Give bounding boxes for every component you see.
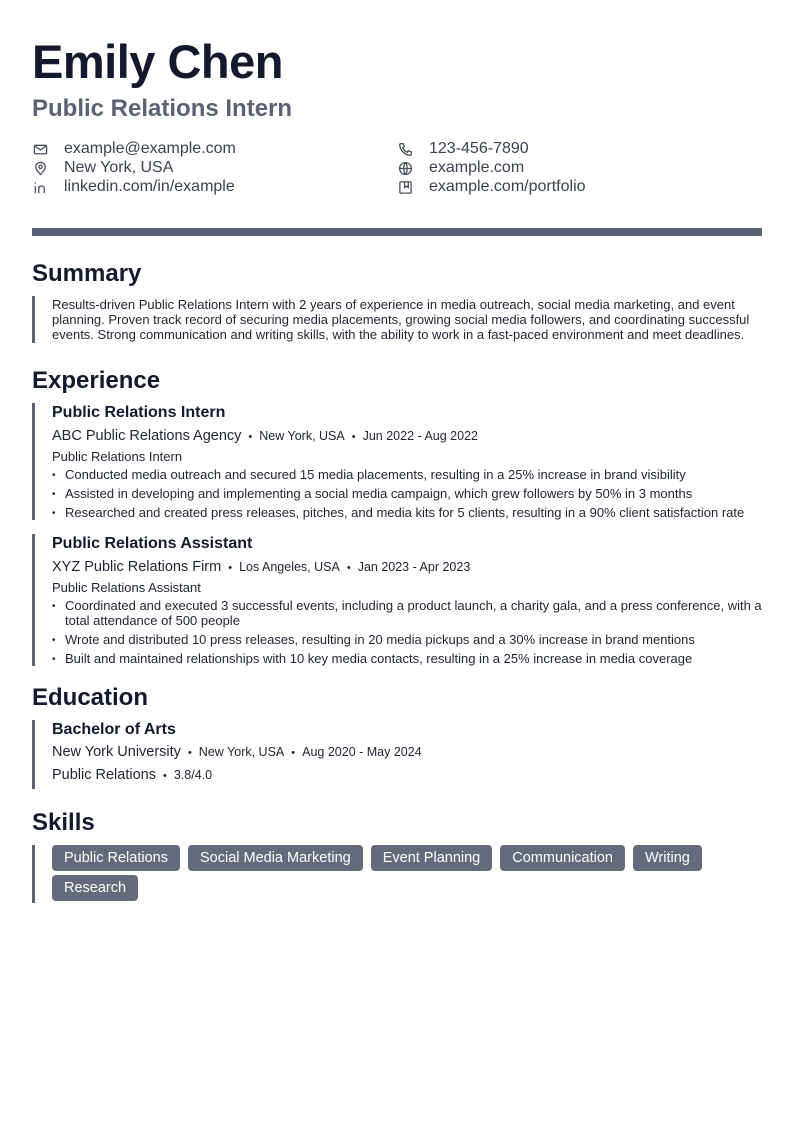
location-pin-icon — [32, 160, 48, 176]
education-heading: Education — [32, 684, 149, 711]
job-meta — [52, 426, 762, 446]
contact-location-text: New York, USA — [64, 159, 174, 176]
contact-email-text: example@example.com — [64, 140, 236, 157]
job-title: Public Relations Intern — [52, 404, 226, 421]
company-name: ABC Public Relations Agency — [52, 428, 242, 444]
separator-dot: • — [187, 747, 192, 759]
skill-chip: Research — [52, 875, 138, 901]
contact-list — [32, 140, 762, 196]
separator-dot: • — [351, 431, 356, 443]
company-name: XYZ Public Relations Firm — [52, 559, 222, 575]
skills-heading: Skills — [32, 809, 95, 836]
phone-icon — [397, 141, 413, 157]
contact-linkedin-text: linkedin.com/in/example — [64, 178, 235, 195]
skill-chip: Public Relations — [52, 845, 180, 871]
contact-linkedin[interactable] — [32, 178, 397, 196]
gpa: 3.8/4.0 — [173, 768, 213, 782]
linkedin-icon — [32, 179, 48, 195]
experience-heading: Experience — [32, 367, 161, 394]
education-item — [32, 720, 762, 789]
mail-icon — [32, 141, 48, 157]
degree: Bachelor of Arts — [52, 721, 176, 738]
separator-dot: • — [346, 562, 351, 574]
contact-website[interactable] — [397, 159, 762, 177]
job-dates: Jun 2022 - Aug 2022 — [362, 429, 478, 443]
job-title: Public Relations Assistant — [52, 535, 253, 552]
job-bullets — [52, 467, 762, 520]
skills-block — [32, 845, 762, 903]
separator-dot: • — [162, 770, 167, 782]
school-name: New York University — [52, 744, 181, 760]
separator-dot: • — [248, 431, 253, 443]
education-meta — [52, 743, 762, 762]
experience-item — [32, 403, 762, 520]
bullet-item: • Researched and created press releases, pitches, and media kits for 5 clients, resulting in a 90% client satisfaction rate — [52, 505, 762, 520]
summary-block — [32, 296, 762, 343]
contact-portfolio[interactable] — [397, 178, 762, 196]
job-subtitle: Public Relations Assistant — [52, 580, 201, 595]
bullet-item: • Coordinated and executed 3 successful events, including a product launch, a charity gala, and a press conference, with a total attendance of 500 people — [52, 598, 762, 628]
bullet-item: • Wrote and distributed 10 press releases, resulting in 20 media pickups and a 30% increase in brand mentions — [52, 632, 762, 647]
bookmark-icon — [397, 179, 413, 195]
skill-chip: Writing — [633, 845, 702, 871]
contact-website-text: example.com — [429, 159, 525, 176]
job-location: Los Angeles, USA — [239, 560, 340, 574]
school-location: New York, USA — [198, 745, 285, 759]
summary-heading: Summary — [32, 260, 142, 287]
field-of-study: Public Relations — [52, 767, 156, 783]
job-location: New York, USA — [259, 429, 345, 443]
separator-dot: • — [291, 747, 296, 759]
job-subtitle: Public Relations Intern — [52, 449, 183, 464]
contact-location — [32, 159, 397, 177]
experience-item — [32, 534, 762, 666]
contact-phone[interactable] — [397, 140, 762, 158]
bullet-item: • Assisted in developing and implementing a social media campaign, which grew followers by 50% in 3 months — [52, 486, 762, 501]
candidate-role: Public Relations Intern — [32, 95, 293, 122]
skill-chip: Communication — [500, 845, 625, 871]
summary-text: Results-driven Public Relations Intern with 2 years of experience in media outreach, social media marketing, and event planning. Proven track record of securing media placements, growing social media followers, and coordinating successful events. Strong communication and writing skills, with the ability to work in a fast-paced environment and meet deadlines. — [52, 297, 750, 342]
job-dates: Jan 2023 - Apr 2023 — [357, 560, 471, 574]
contact-phone-text: 123-456-7890 — [429, 140, 529, 157]
globe-icon — [397, 160, 413, 176]
education-field-row — [52, 766, 762, 785]
candidate-name: Emily Chen — [32, 35, 283, 88]
contact-email[interactable] — [32, 140, 397, 158]
job-meta — [52, 557, 762, 577]
resume-page — [32, 30, 762, 903]
contact-portfolio-text: example.com/portfolio — [429, 178, 586, 195]
job-bullets — [52, 598, 762, 666]
skill-chip: Social Media Marketing — [188, 845, 363, 871]
separator-dot: • — [228, 562, 233, 574]
bullet-item: • Built and maintained relationships with 10 key media contacts, resulting in a 25% increase in media coverage — [52, 651, 762, 666]
bullet-item: • Conducted media outreach and secured 15 media placements, resulting in a 25% increase in brand visibility — [52, 467, 762, 482]
skills-list — [52, 845, 752, 903]
education-dates: Aug 2020 - May 2024 — [302, 745, 422, 759]
skill-chip: Event Planning — [371, 845, 493, 871]
header-divider — [32, 228, 762, 236]
